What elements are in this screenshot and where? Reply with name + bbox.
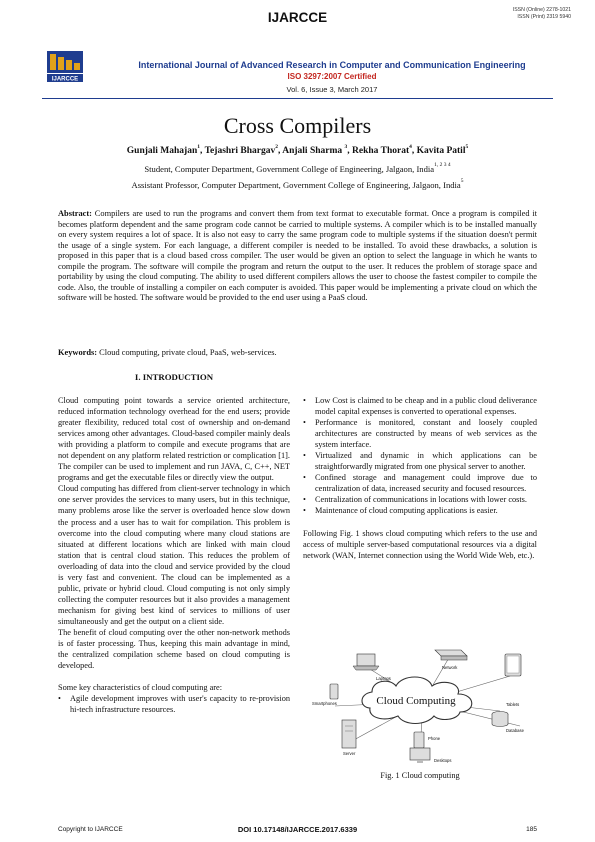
list-item: • Confined storage and management could improve due to centralization of data, increased security and focused resources. bbox=[303, 472, 537, 494]
keywords-label: Keywords: bbox=[58, 348, 98, 357]
list-item: • Agile development improves with user's capacity to re-provision hi-tech infrastructure resources. bbox=[58, 693, 290, 715]
intro-paragraph: The benefit of cloud computing over the other non-network methods is of faster processing. Thus, keeping this main advantage in mind, the centralized compilation scheme based on cloud computing is developed. bbox=[58, 627, 290, 671]
issn-print: ISSN (Print) 2319 5940 bbox=[517, 14, 571, 20]
affiliation-sup: 1, 2 3 4 bbox=[434, 162, 451, 168]
author: Gunjali Mahajan bbox=[126, 146, 198, 156]
characteristics-intro: Some key characteristics of cloud computing are: bbox=[58, 683, 223, 693]
characteristics-list bbox=[58, 693, 290, 715]
intro-paragraph: Cloud computing point towards a service oriented architecture, reduced information technology overhead for the end users; provide greater flexibility, reduced total cost of ownership and on-demand services among other advantages. Cloud-based compiler mainly deals with providing a platform to compile and execute programs that are not dependent on any platform related restriction or complication [1]. The compiler can be used to implement and run JAVA, C, C++, NET programs and get the executable files or directly view the output. bbox=[58, 396, 290, 483]
label-server: Server bbox=[343, 751, 356, 756]
abstract bbox=[58, 209, 537, 304]
right-column bbox=[303, 395, 537, 561]
smartphone-icon bbox=[330, 684, 338, 699]
author-list: Gunjali Mahajan$^1$, Tejashri Bhargav$^2$, Anjali Sharma $^3$, Rekha Thorat$^4$, Kavita Patil$^5$ bbox=[126, 144, 469, 156]
author-sup: 3 bbox=[344, 144, 348, 150]
database-icon bbox=[492, 712, 508, 727]
footer-copyright: Copyright to IJARCCE bbox=[58, 826, 123, 833]
affiliation-text: Student, Computer Department, Government College of Engineering, Jalgaon, India bbox=[144, 164, 435, 174]
cloud-label: Cloud Computing bbox=[376, 695, 456, 707]
paper-title: Cross Compilers bbox=[223, 113, 372, 138]
network-icon bbox=[435, 650, 467, 660]
laptop-icon bbox=[353, 654, 379, 670]
label-desktops: Desktops bbox=[434, 758, 452, 763]
label-phone: Phone bbox=[428, 736, 441, 741]
volume-issue: Vol. 6, Issue 3, March 2017 bbox=[286, 85, 378, 94]
left-column bbox=[58, 395, 290, 715]
server-icon bbox=[342, 720, 356, 748]
logo-text: IJARCCE bbox=[51, 76, 79, 83]
author: Tejashri Bhargav bbox=[204, 146, 276, 156]
list-item: • Performance is monitored, constant and loosely coupled architectures are constructed by means of web services as the system interface. bbox=[303, 417, 537, 450]
affiliation-sup: 5 bbox=[460, 178, 464, 184]
issn-online: ISSN (Online) 2278-1021 bbox=[512, 7, 571, 13]
author: Kavita Patil bbox=[416, 146, 466, 156]
keywords bbox=[58, 348, 537, 357]
cloud-computing-figure bbox=[310, 636, 536, 766]
section-heading: I. INTRODUCTION bbox=[134, 372, 214, 382]
desktop-icon bbox=[410, 748, 430, 763]
intro-paragraph: Cloud computing has differed from client-server technology in which one server provides the services to many users, but in this technique, many problems arose like the server is overloaded hence slow down the process and a user has to wait for compilation. This problem is overcome into the cloud computing where many cloud stations are situated at different locations which are linked with main cloud station that is central cloud station. This reduces the problem of overloading of data into the cloud and service provided by the cloud is very fast and convenient. The cloud can be implemented as a public, private or hybrid cloud. Cloud computing is not only simply collecting the computer resources but it also provides a management mechanism for giving best kind of services to millions of user simultaneously and get the output on a client side. bbox=[58, 484, 290, 626]
issn-block bbox=[513, 7, 571, 21]
affiliation-students bbox=[0, 164, 595, 174]
iso-certification: ISO 3297:2007 Certified bbox=[287, 72, 377, 81]
figure-intro-paragraph: Following Fig. 1 shows cloud computing which refers to the use and access of multiple server-based computational resources via a digital network (WAN, Internet connection using the World Wide Web, etc.). bbox=[303, 528, 537, 560]
journal-short-title: IJARCCE bbox=[267, 10, 328, 25]
list-item: • Low Cost is claimed to be cheap and in a public cloud deliverance model capital expenses is converted to operational expenses. bbox=[303, 395, 537, 417]
author-sup: 2 bbox=[275, 144, 278, 150]
characteristics-list-cont bbox=[303, 395, 537, 517]
abstract-text: Compilers are used to run the programs and convert them from text format to executable format. Once a program is compiled it becomes platform dependent and the same program code cannot be carried to multiple systems. A compiler which is to be installed manually on every system requires a lot of space. It is also not easy to carry the same program code to multiple systems if the situation doesn't permit the usage of a single system. For each language, a different compiler is needed to be installed. To avoid these drawbacks, a solution is proposed in this paper that is a cloud based cross compiler. The user would be given an option to select the language in which he wants to compile the program. The software will compile the program and return the output to the user. It reduces the problem of storage space and portability by using the cloud computing. The ability to used different compilers allows the user to choose the fastest compiler to compile the code. Also, the trouble of installing a compiler on each computer is avoided. This paper would be implementing a private cloud on which the software will be hosted. The software would be provided to the end user using a PaaS cloud. bbox=[58, 209, 537, 302]
author-sup: 1 bbox=[197, 144, 200, 150]
keywords-text: Cloud computing, private cloud, PaaS, web-services. bbox=[99, 348, 277, 357]
journal-full-title: International Journal of Advanced Research in Computer and Communication Engineering bbox=[138, 60, 526, 70]
figure-caption: Fig. 1 Cloud computing bbox=[380, 771, 460, 780]
affiliation-text: Assistant Professor, Computer Department, Government College of Engineering, Jalgaon, India bbox=[131, 180, 461, 190]
affiliation-professor bbox=[0, 180, 595, 190]
label-network: Network bbox=[442, 665, 458, 670]
page-number: 185 bbox=[526, 826, 537, 833]
label-laptops: Laptops bbox=[376, 676, 391, 681]
list-item: • Centralization of communications in locations with lower costs. bbox=[303, 494, 537, 505]
label-tablets: Tablets bbox=[506, 702, 520, 707]
phone-icon bbox=[414, 732, 424, 748]
author-sup: 4 bbox=[409, 144, 412, 150]
label-smartphones: Smartphones bbox=[312, 701, 337, 706]
list-item: • Virtualized and dynamic in which applications can be straightforwardly migrated from one physical server to another. bbox=[303, 450, 537, 472]
tablet-icon bbox=[505, 654, 521, 676]
author: Rekha Thorat bbox=[352, 146, 410, 156]
author: Anjali Sharma bbox=[282, 146, 343, 156]
journal-logo bbox=[45, 48, 85, 84]
header-rule bbox=[42, 98, 553, 99]
footer-doi: DOI 10.17148/IJARCCE.2017.6339 bbox=[237, 825, 358, 834]
label-database: Database bbox=[506, 728, 524, 733]
author-sup: 5 bbox=[465, 144, 469, 150]
abstract-label: Abstract: bbox=[58, 209, 92, 218]
list-item: • Maintenance of cloud computing applications is easier. bbox=[303, 505, 537, 516]
